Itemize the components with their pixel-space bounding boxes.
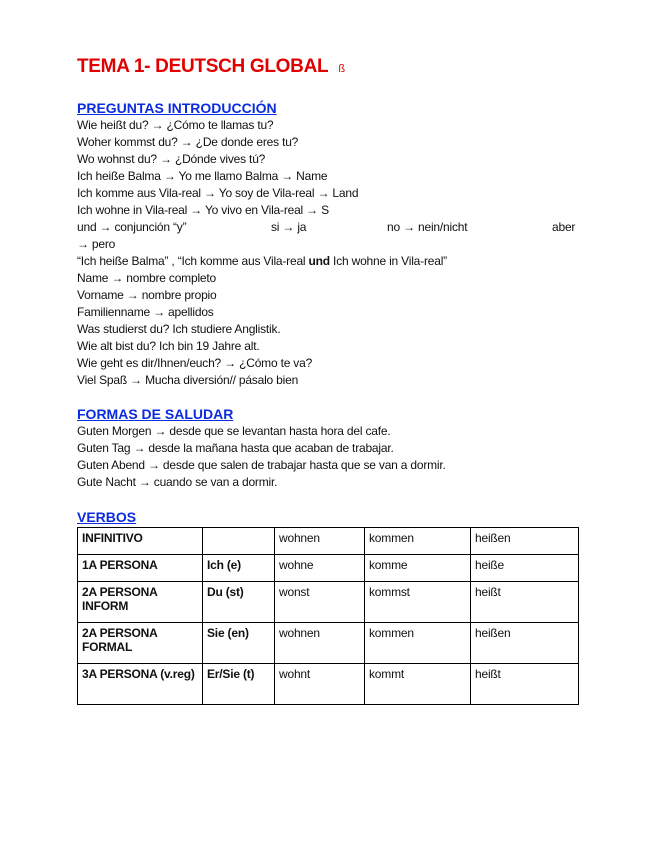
table-cell: kommen	[365, 528, 471, 555]
table-cell: heißen	[471, 528, 579, 555]
table-cell: wohnen	[275, 528, 365, 555]
table-cell: wohne	[275, 555, 365, 582]
table-cell: 2A PERSONA FORMAL	[78, 623, 203, 664]
intro-line: Wie heißt du? → ¿Cómo te llamas tu?	[77, 118, 274, 132]
conj-no: no → nein/nicht	[387, 220, 468, 234]
table-cell: kommt	[365, 664, 471, 705]
table-cell: Sie (en)	[203, 623, 275, 664]
conjunction-row	[77, 219, 580, 236]
intro-line: Viel Spaß → Mucha diversión// pásalo bien	[77, 373, 299, 387]
quote-part1: “Ich heiße Balma” , “Ich komme aus Vila-real	[77, 254, 309, 268]
heading-preguntas: PREGUNTAS INTRODUCCIÓN	[77, 100, 277, 116]
conj-und: und → conjunción “y”	[77, 220, 187, 234]
title-symbol: ß	[338, 63, 345, 75]
greet-line: Gute Nacht → cuando se van a dormir.	[77, 475, 278, 489]
table-cell: wohnt	[275, 664, 365, 705]
intro-line: Ich wohne in Vila-real → Yo vivo en Vila-real → S	[77, 203, 329, 217]
heading-verbos: VERBOS	[77, 509, 137, 525]
conj-si: si → ja	[271, 220, 307, 234]
table-row	[78, 582, 579, 623]
intro-line: Ich komme aus Vila-real → Yo soy de Vila-real → Land	[77, 186, 359, 200]
intro-line: Wo wohnst du? → ¿Dónde vives tú?	[77, 152, 266, 166]
greet-line: Guten Abend → desde que salen de trabajar hasta que se van a dormir.	[77, 458, 446, 472]
intro-line: Wie alt bist du? Ich bin 19 Jahre alt.	[77, 339, 260, 353]
conj-pero: → pero	[77, 237, 116, 251]
intro-lines	[77, 117, 580, 389]
table-cell: heißen	[471, 623, 579, 664]
intro-line: Name → nombre completo	[77, 271, 216, 285]
greet-lines	[77, 423, 580, 491]
intro-line: Was studierst du? Ich studiere Anglistik.	[77, 322, 281, 336]
intro-line: Vorname → nombre propio	[77, 288, 217, 302]
table-cell: heißt	[471, 582, 579, 623]
quote-part2: Ich wohne in Vila-real”	[329, 254, 447, 268]
table-cell: Ich (e)	[203, 555, 275, 582]
intro-line: Woher kommst du? → ¿De donde eres tu?	[77, 135, 299, 149]
document-title	[77, 55, 580, 79]
table-cell: heißt	[471, 664, 579, 705]
table-cell: Er/Sie (t)	[203, 664, 275, 705]
table-cell: wohnen	[275, 623, 365, 664]
intro-line: Ich heiße Balma → Yo me llamo Balma → Name	[77, 169, 328, 183]
table-cell: heiße	[471, 555, 579, 582]
table-row	[78, 555, 579, 582]
table-cell: 2A PERSONA INFORM	[78, 582, 203, 623]
title-text: TEMA 1- DEUTSCH GLOBAL	[77, 56, 329, 77]
intro-line: Wie geht es dir/Ihnen/euch? → ¿Cómo te va?	[77, 356, 313, 370]
greet-line: Guten Tag → desde la mañana hasta que acaban de trabajar.	[77, 441, 394, 455]
quote-line	[77, 253, 580, 270]
table-cell: 3A PERSONA (v.reg)	[78, 664, 203, 705]
verb-table	[77, 527, 579, 705]
table-cell: kommst	[365, 582, 471, 623]
quote-bold: und	[308, 254, 330, 268]
table-row	[78, 664, 579, 705]
table-cell: komme	[365, 555, 471, 582]
greet-line: Guten Morgen → desde que se levantan hasta hora del cafe.	[77, 424, 391, 438]
table-cell: kommen	[365, 623, 471, 664]
intro-line: Familienname → apellidos	[77, 305, 214, 319]
table-cell: 1A PERSONA	[78, 555, 203, 582]
document-page	[77, 55, 580, 705]
table-cell: wonst	[275, 582, 365, 623]
table-cell: INFINITIVO	[78, 528, 203, 555]
table-cell	[203, 528, 275, 555]
heading-saludar: FORMAS DE SALUDAR	[77, 406, 234, 422]
conj-aber: aber	[552, 220, 576, 234]
table-cell: Du (st)	[203, 582, 275, 623]
table-row	[78, 528, 579, 555]
table-row	[78, 623, 579, 664]
